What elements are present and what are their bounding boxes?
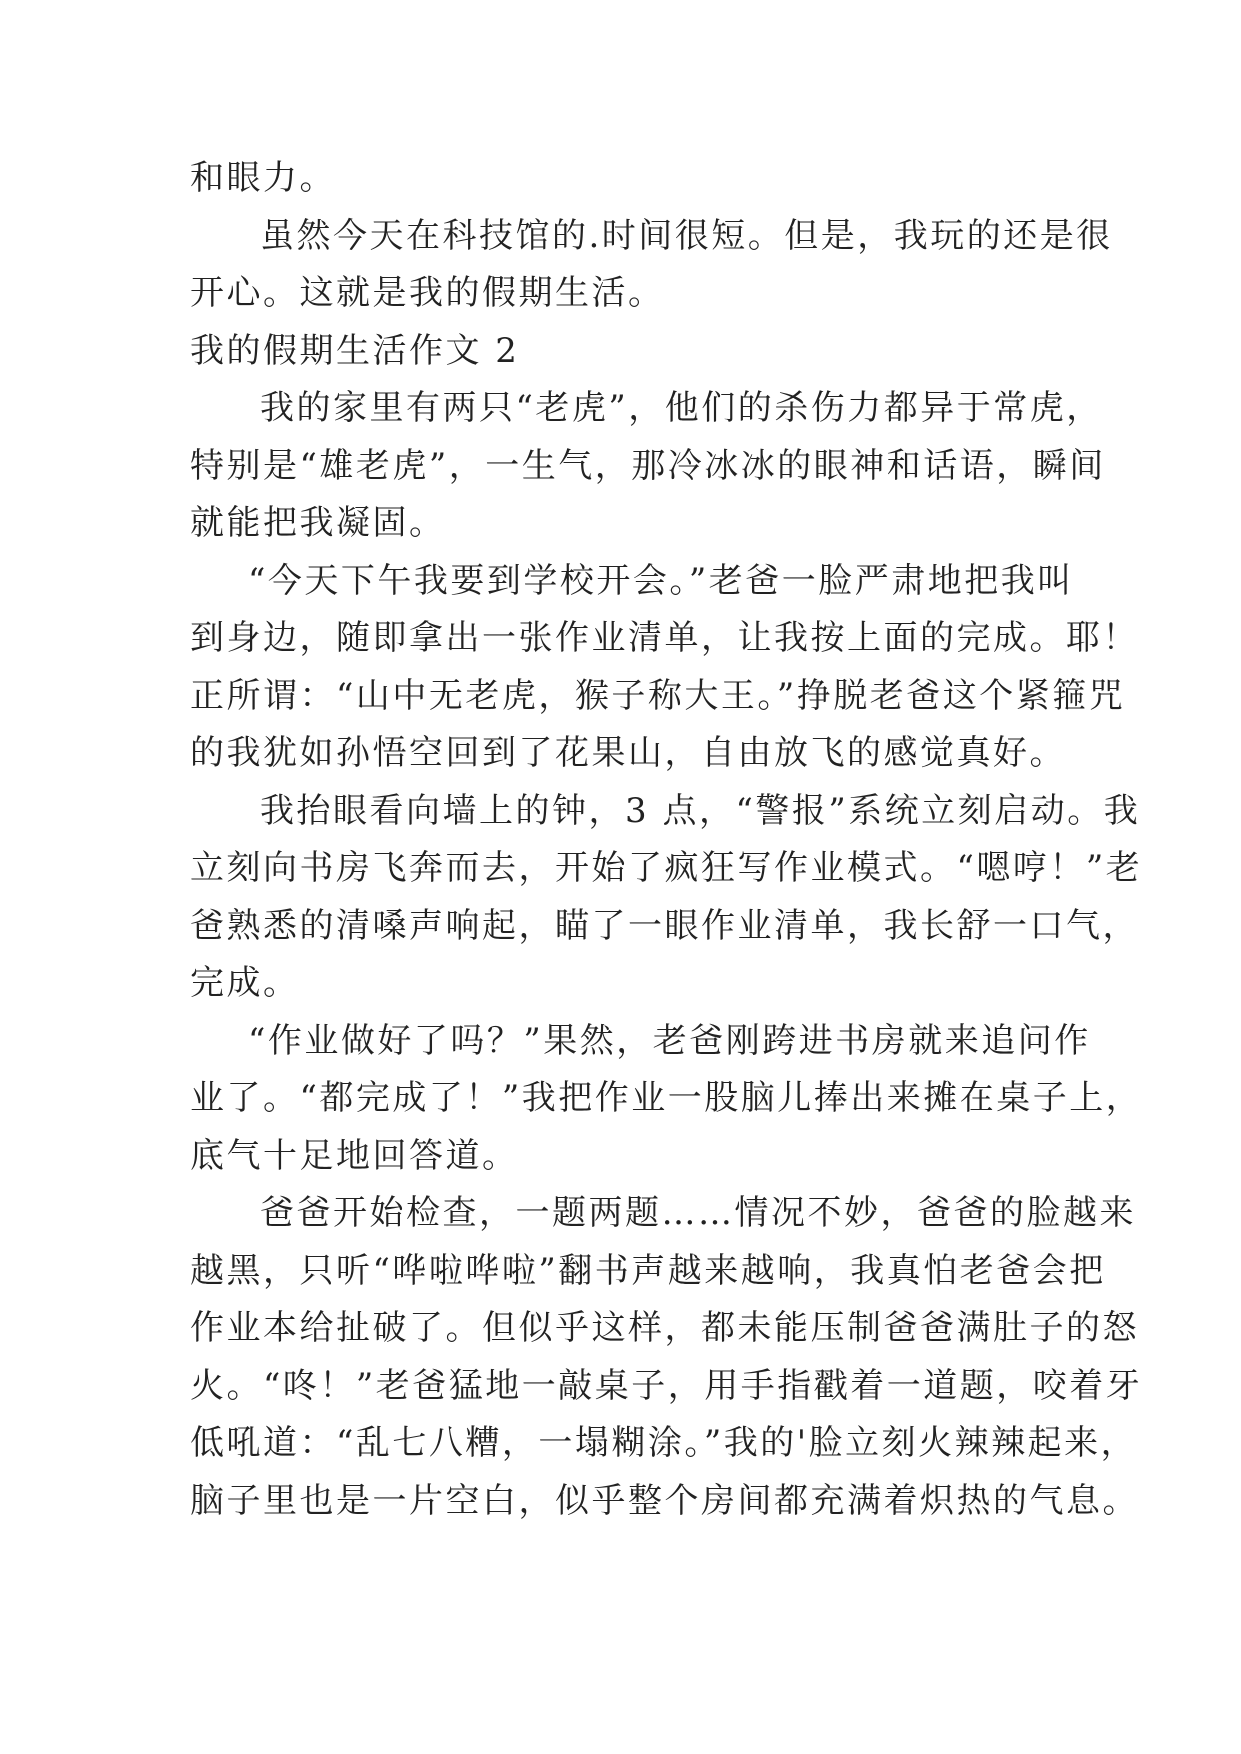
paragraph-start-line: “今天下午我要到学校开会。”老爸一脸严肃地把我叫 <box>248 560 1074 601</box>
text-line: 脑子里也是一片空白，似乎整个房间都充满着炽热的气息。 <box>190 1480 1139 1521</box>
text-line: 爸熟悉的清嗓声响起，瞄了一眼作业清单，我长舒一口气， <box>190 905 1139 946</box>
text-line: 完成。 <box>190 963 300 1003</box>
text-line: 就能把我凝固。 <box>190 503 446 543</box>
essay-title: 我的假期生活作文 2 <box>190 330 520 371</box>
text-line: 火。“咚！”老爸猛地一敲桌子，用手指戳着一道题，咬着牙 <box>190 1365 1143 1406</box>
text-line: 立刻向书房飞奔而去，开始了疯狂写作业模式。“嗯哼！”老 <box>190 848 1143 888</box>
paragraph-start-line: 我抬眼看向墙上的钟，3 点，“警报”系统立刻启动。我 <box>260 790 1141 831</box>
text-line: 底气十足地回答道。 <box>190 1135 519 1176</box>
text-line: 业了。“都完成了！”我把作业一股脑儿捧出来摊在桌子上， <box>190 1078 1143 1118</box>
text-line: 开心。这就是我的假期生活。 <box>190 273 665 313</box>
paragraph-start-line: 爸爸开始检查，一题两题……情况不妙，爸爸的脸越来 <box>260 1193 1136 1233</box>
paragraph-start-line: 我的家里有两只“老虎”，他们的杀伤力都异于常虎， <box>260 388 1103 428</box>
paragraph-start-line: 虽然今天在科技馆的.时间很短。但是，我玩的还是很 <box>260 215 1113 256</box>
text-line: 低吼道：“乱七八糟，一塌糊涂。”我的'脸立刻火辣辣起来， <box>190 1423 1138 1463</box>
text-line: 到身边，随即拿出一张作业清单，让我按上面的完成。耶！ <box>190 618 1139 658</box>
text-line: 的我犹如孙悟空回到了花果山，自由放飞的感觉真好。 <box>190 733 1066 773</box>
text-line: 特别是“雄老虎”，一生气，那冷冰冰的眼神和话语，瞬间 <box>190 445 1106 486</box>
paragraph-start-line: “作业做好了吗？”果然，老爸刚跨进书房就来追问作 <box>248 1020 1091 1061</box>
text-line: 和眼力。 <box>190 158 336 198</box>
text-line: 作业本给扯破了。但似乎这样，都未能压制爸爸满肚子的怒 <box>190 1308 1139 1348</box>
text-line: 越黑，只听“哗啦哗啦”翻书声越来越响，我真怕老爸会把 <box>190 1250 1106 1291</box>
text-line: 正所谓：“山中无老虎，猴子称大王。”挣脱老爸这个紧箍咒 <box>190 675 1126 716</box>
essay-body <box>190 150 1143 1530</box>
